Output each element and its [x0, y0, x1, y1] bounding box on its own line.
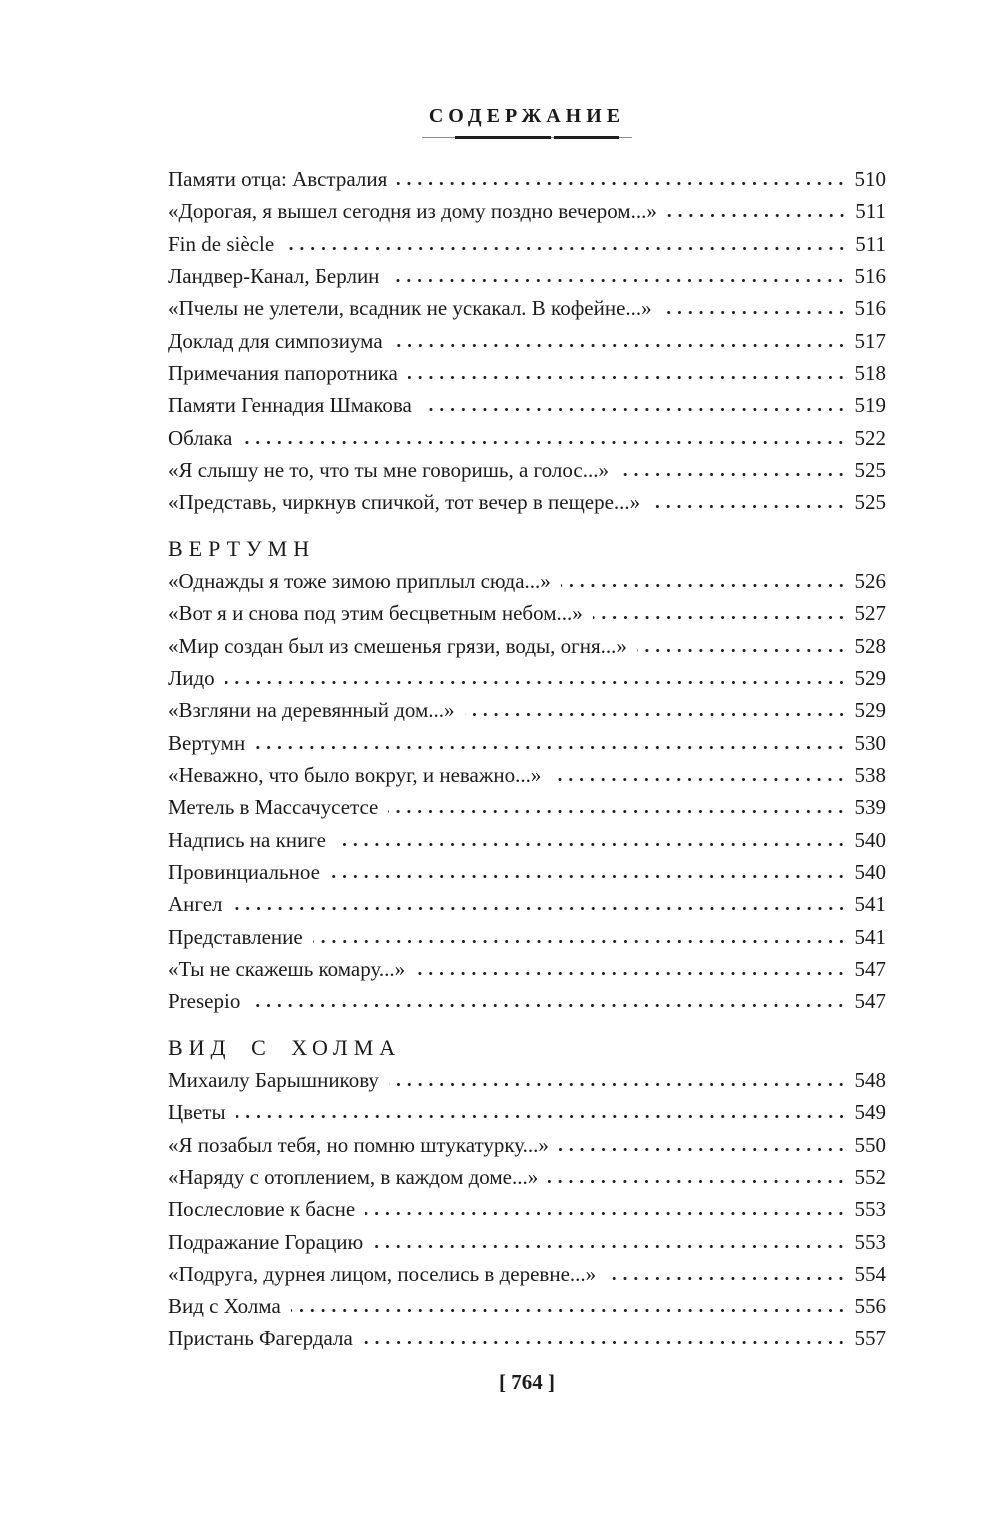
toc-entry-page: 530: [854, 730, 886, 755]
toc-entry-page: 510: [854, 167, 886, 191]
toc-entry: [168, 486, 886, 518]
folio-page-number: [ 764 ]: [499, 1370, 555, 1394]
toc-entry-page: 528: [854, 633, 886, 658]
toc-entry-title: Цветы: [168, 1100, 226, 1125]
header-rule: [422, 136, 632, 139]
toc-entry-page: 553: [854, 1197, 886, 1222]
toc-entry: [168, 1226, 886, 1258]
toc-entry: [168, 1258, 886, 1290]
toc-entry-page: 547: [854, 989, 886, 1014]
toc-entry: [168, 953, 886, 985]
toc-entry-title: «Взгляни на деревянный дом...»: [168, 698, 455, 723]
toc-entry: [168, 1161, 886, 1193]
toc-entry: [168, 228, 886, 260]
toc-entry: [168, 1290, 886, 1322]
toc-entry-title: «Подруга, дурнея лицом, поселись в деревне...»: [168, 1261, 597, 1286]
toc-entry-title: Послесловие к басне: [168, 1197, 356, 1222]
toc-entry-title: «Однажды я тоже зимою приплыл сюда...»: [168, 568, 551, 593]
toc-entry-title: Ландвер-Канал, Берлин: [168, 263, 380, 288]
toc-entry: [168, 824, 886, 856]
toc-entry-title: «Пчелы не улетели, всадник не ускакал. В кофейне...»: [168, 296, 652, 321]
toc-entry-page: 529: [854, 698, 886, 723]
section-heading: ВИД С ХОЛМА: [168, 1034, 402, 1060]
toc-entry-title: Пристань Фагердала: [168, 1326, 353, 1351]
toc-entry: [168, 888, 886, 920]
toc-entry-title: «Я слышу не то, что ты мне говоришь, а голос...»: [168, 457, 609, 482]
toc-entry: [168, 195, 886, 227]
toc-entry-title: Представление: [168, 924, 303, 949]
toc-entry-page: 541: [854, 892, 886, 917]
toc-entry-page: 548: [854, 1067, 886, 1092]
toc-entry-page: 540: [854, 827, 886, 852]
toc-entry: [168, 856, 886, 888]
toc-entry-title: Лидо: [168, 665, 215, 690]
toc-entry-page: 525: [854, 490, 886, 515]
toc-entry-title: Presepio: [168, 989, 241, 1014]
toc-entry-page: 511: [855, 199, 886, 224]
toc-entry-title: Подражание Горацию: [168, 1229, 364, 1254]
toc-entry-title: Вертумн: [168, 730, 246, 755]
page-footer: [168, 1368, 886, 1396]
toc-entry-page: 547: [854, 956, 886, 981]
toc-entry-title: Памяти отца: Австралия: [168, 167, 388, 191]
toc-entry-page: 550: [854, 1132, 886, 1157]
toc-entry: [168, 985, 886, 1017]
toc-entry-title: Михаилу Барышникову: [168, 1067, 379, 1092]
toc-entry-page: 516: [854, 296, 886, 321]
toc-list: [168, 163, 886, 1355]
page-title: СОДЕРЖАНИЕ: [428, 105, 626, 127]
toc-entry-title: Надпись на книге: [168, 827, 326, 852]
toc-entry: [168, 727, 886, 759]
toc-entry-title: «Представь, чиркнув спичкой, тот вечер в пещере...»: [168, 490, 641, 515]
toc-entry: [168, 791, 886, 823]
toc-entry: [168, 357, 886, 389]
toc-entry-page: 556: [854, 1294, 886, 1319]
toc-entry-page: 554: [854, 1261, 886, 1286]
toc-entry-title: «Наряду с отоплением, в каждом доме...»: [168, 1164, 539, 1189]
toc-entry-page: 552: [854, 1164, 886, 1189]
toc-entry-title: «Вот я и снова под этим бесцветным небом...»: [168, 601, 583, 626]
toc-entry-page: 517: [854, 328, 886, 353]
toc-entry: [168, 565, 886, 597]
toc-entry: [168, 325, 886, 357]
toc-entry-title: Примечания папоротника: [168, 360, 398, 385]
toc-entry-page: 549: [854, 1100, 886, 1125]
toc-header: [168, 0, 886, 139]
toc-entry-page: 526: [854, 568, 886, 593]
toc-entry-page: 527: [854, 601, 886, 626]
toc-entry: [168, 694, 886, 726]
toc-entry-title: «Я позабыл тебя, но помню штукатурку...»: [168, 1132, 549, 1157]
toc-entry-title: «Дорогая, я вышел сегодня из дому поздно вечером...»: [168, 199, 657, 224]
toc-entry: [168, 260, 886, 292]
toc-entry-title: «Ты не скажешь комару...»: [168, 956, 406, 981]
header-rule-thick-right: [554, 136, 619, 139]
toc-entry: [168, 630, 886, 662]
toc-entry-page: 557: [854, 1326, 886, 1351]
section-heading: ВЕРТУМН: [168, 535, 316, 561]
toc-section: [168, 163, 886, 519]
toc-entry: [168, 389, 886, 421]
toc-entry-page: 525: [854, 457, 886, 482]
toc-entry-title: «Неважно, что было вокруг, и неважно...»: [168, 762, 542, 787]
toc-entry-page: 529: [854, 665, 886, 690]
toc-section: [168, 1032, 886, 1355]
toc-entry-page: 539: [854, 795, 886, 820]
toc-entry: [168, 921, 886, 953]
toc-entry: [168, 454, 886, 486]
toc-entry: [168, 662, 886, 694]
toc-entry-page: 538: [854, 762, 886, 787]
toc-entry-page: 511: [855, 231, 886, 256]
toc-entry: [168, 163, 886, 195]
toc-entry-title: Fin de siècle: [168, 231, 275, 256]
toc-entry-page: 541: [854, 924, 886, 949]
toc-entry-title: Памяти Геннадия Шмакова: [168, 393, 412, 418]
toc-entry: [168, 1322, 886, 1354]
toc-entry: [168, 292, 886, 324]
header-rule-thick-left: [455, 136, 551, 139]
toc-entry: [168, 759, 886, 791]
toc-entry-title: Доклад для симпозиума: [168, 328, 383, 353]
toc-section: [168, 533, 886, 1018]
toc-entry-title: Ангел: [168, 892, 223, 917]
toc-entry-page: 553: [854, 1229, 886, 1254]
toc-entry-title: Провинциальное: [168, 859, 320, 884]
toc-entry-title: Вид с Холма: [168, 1294, 281, 1319]
toc-entry-title: Облака: [168, 425, 233, 450]
toc-entry-page: 518: [854, 360, 886, 385]
toc-entry: [168, 1064, 886, 1096]
toc-entry-page: 522: [854, 425, 886, 450]
toc-entry: [168, 1096, 886, 1128]
toc-entry-page: 516: [854, 263, 886, 288]
toc-entry: [168, 1193, 886, 1225]
toc-entry-page: 519: [854, 393, 886, 418]
toc-entry-title: Метель в Массачусетсе: [168, 795, 379, 820]
toc-entry: [168, 422, 886, 454]
toc-entry-page: 540: [854, 859, 886, 884]
toc-entry: [168, 597, 886, 629]
toc-entry-title: «Мир создан был из смешенья грязи, воды, огня...»: [168, 633, 627, 658]
toc-entry: [168, 1129, 886, 1161]
